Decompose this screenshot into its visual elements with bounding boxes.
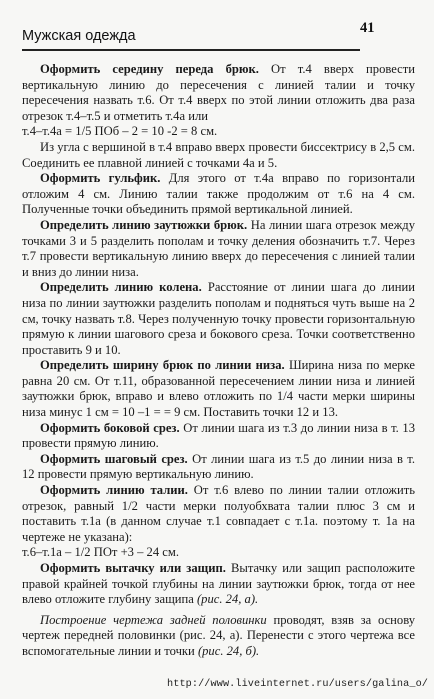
paragraph-heading: Оформить гульфик. (40, 171, 161, 186)
paragraph-heading-italic: Построение чертежа задней половинки (40, 612, 267, 627)
paragraph-text: Из угла с вершиной в т.4 вправо вверх провести биссектрису в 2,5 см. Соединить ее плавной линией с точками 4а и 5. (22, 139, 415, 170)
paragraph (22, 452, 415, 483)
paragraph-heading: Оформить середину переда брюк. (40, 62, 259, 76)
paragraph-heading: Определить ширину брюк по линии низа. (40, 358, 285, 373)
paragraph (22, 140, 415, 171)
body-text (22, 62, 415, 660)
paragraph (22, 280, 415, 358)
paragraph-text: Вытачку или защип расположите правой крайней точкой глубины на линии заутюжки брюк, тогда от нее влево отложите глубину защипа (22, 561, 415, 607)
paragraph-heading: Оформить линию талии. (40, 483, 188, 498)
paragraph (22, 358, 415, 420)
page-footer (0, 676, 434, 694)
paragraph (22, 421, 415, 452)
paragraph (22, 483, 415, 545)
paragraph-heading: Определить линию колена. (40, 280, 202, 295)
formula: т.6–т.1а – 1/2 ПОт +3 – 24 см. (22, 545, 180, 560)
paragraph-text: От линии шага из т.5 до линии низа в т. 12 провести прямую вертикальную линию. (22, 451, 415, 482)
paragraph (22, 561, 415, 608)
paragraph-text: От т.4 вверх провести вертикальную линию до пересечения с линией талии и точку пересечения назвать т.6. От т.4 вверх по этой линии отложить два раза отрезок т.4–т.5 и отметить т.4а или (22, 62, 415, 123)
header-rule (22, 49, 360, 51)
paragraph-text: От т.6 влево по линии талии отложить отрезок, равный 1/2 части мерки полуобхвата талии плюс 3 см и поставить т.1а (в данном случае т.1 совпадает с т.1а. поэтому т. 1а на чертеже не указана): (22, 483, 415, 544)
paragraph (22, 62, 415, 124)
figure-reference: (рис. 24, б). (194, 643, 260, 658)
paragraph-text: Для этого от т.4а вправо по горизонтали отложим 4 см. Линию талии также продолжим от т.6 на 4 см. Полученные точки объединить прямой вертикальной линией. (22, 171, 415, 217)
source-url: http://www.liveinternet.ru/users/galina_o/ (167, 679, 428, 690)
paragraph-heading: Оформить вытачку или защип. (40, 561, 226, 575)
paragraph-text: От линии шага из т.3 до линии низа в т. 13 провести прямую линию. (22, 420, 416, 451)
paragraph-heading: Оформить шаговый срез. (40, 451, 188, 466)
paragraph (22, 613, 415, 660)
paragraph (22, 171, 415, 218)
page-header (22, 16, 398, 56)
paragraph-heading: Оформить боковой срез. (40, 420, 180, 435)
paragraph-text: проводят, взяв за основу чертеж передней половинки (рис. 24, а). Перенести с этого чертежа все вспомогательные линии и точки (22, 612, 416, 658)
paragraph-text: Ширина низа по мерке равна 20 см. От т.11, образованной пересечением линии низа и линией заутюжки брюк, вправо и влево отложить по 1/4 части мерки ширины низа минус 1 см = 10 –1 = = 9 см. Поставить точки 12 и 13. (22, 358, 415, 420)
chapter-title: Мужская одежда (22, 28, 136, 44)
paragraph (22, 218, 415, 280)
formula: т.4–т.4а = 1/5 ПОб – 2 = 10 -2 = 8 см. (22, 124, 218, 139)
page-number: 41 (360, 20, 375, 36)
paragraph-heading: Определить линию заутюжки брюк. (40, 217, 248, 232)
paragraph-text: Расстояние от линии шага до линии низа по линии заутюжки разделить пополам и подняться чуть выше на 2 см, точку назвать т.8. Через полученную точку провести горизонтальную прямую к линии шагового среза и бокового среза. Точки соответственно проставить 9 и 10. (22, 280, 415, 357)
paragraph-text: На линии шага отрезок между точками 3 и 5 разделить пополам и точку деления обозначить т.7. Через т.7 провести вертикальную линию вверх до пересечения с линией талии и вниз до линии низа. (22, 217, 415, 279)
figure-reference: (рис. 24, а). (193, 592, 259, 607)
